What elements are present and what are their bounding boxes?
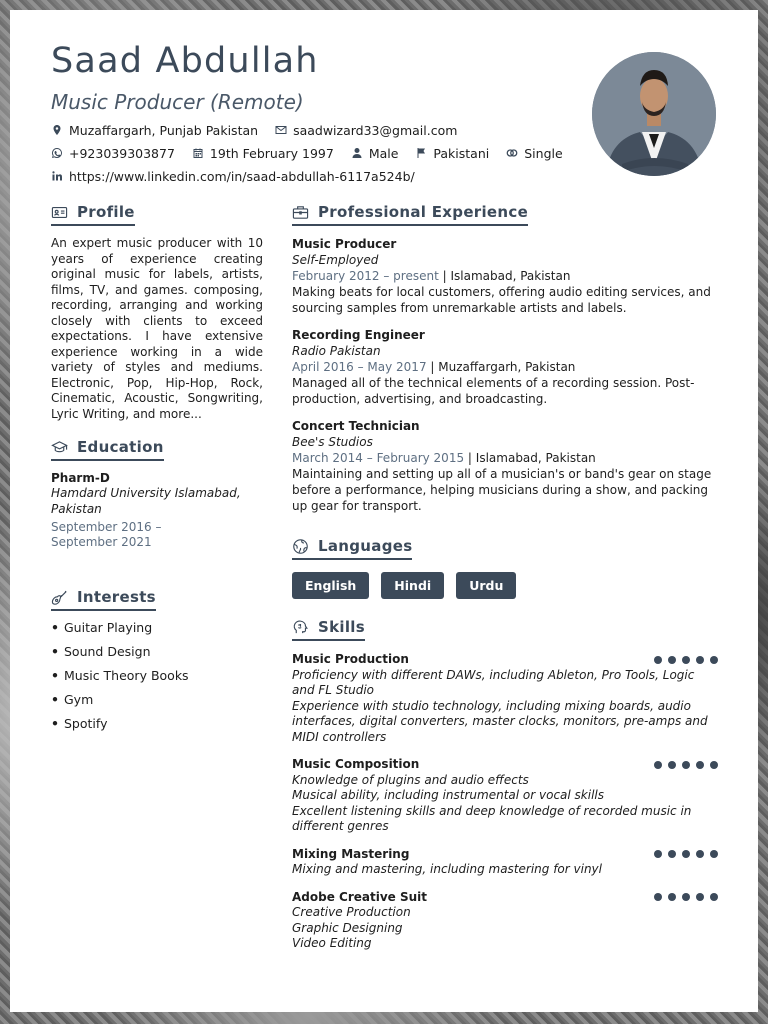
- skill-entry: [292, 890, 717, 952]
- rating-dot: [696, 656, 704, 664]
- job-entry-description: Making beats for local customers, offering audio editing services, and sourcing samples from unremarkable artists and labels.: [292, 285, 711, 315]
- job-entry-meta: March 2014 – February 2015 | Islamabad, Pakistan: [292, 451, 596, 465]
- job-entry-title: Music Producer: [292, 237, 397, 251]
- job-entry-description: Managed all of the technical elements of a recording session. Post-production, advertising, and broadcasting.: [292, 376, 695, 406]
- education-dates: September 2016 – September 2021: [51, 520, 162, 549]
- contact-row-2: [51, 143, 580, 163]
- rating-dot: [654, 893, 662, 901]
- skills-heading-text: Skills: [318, 618, 365, 636]
- job-entry-company: Self-Employed: [292, 253, 379, 267]
- birthdate-text: 19th February 1997: [209, 145, 334, 161]
- experience-heading: [292, 203, 528, 226]
- contact-row-3: [51, 166, 432, 186]
- phone-item: [51, 146, 175, 161]
- experience-section: [292, 203, 717, 525]
- skill-detail: Musical ability, including instrumental or vocal skills: [292, 788, 604, 802]
- profile-section: [51, 203, 263, 422]
- marital-item: [506, 146, 562, 161]
- brain-head-icon: [292, 619, 309, 636]
- skill-detail: Mixing and mastering, including mastering for vinyl: [292, 862, 602, 876]
- skill-name: Mixing Mastering: [292, 846, 410, 861]
- calendar-icon: [192, 147, 204, 159]
- rating-dot: [710, 656, 718, 664]
- language-chip: Hindi: [381, 572, 444, 599]
- skill-name: Adobe Creative Suit: [292, 889, 428, 904]
- id-card-icon: [51, 204, 68, 221]
- rating-dot: [654, 850, 662, 858]
- interest-item: • Music Theory Books: [51, 669, 263, 693]
- education-school: Hamdard University Islamabad, Pakistan: [51, 486, 241, 516]
- job-entry-description: Maintaining and setting up all of a musician's or band's gear on stage before a performance, helping musicians during a show, and packing up gear for transport.: [292, 467, 712, 513]
- languages-list: [292, 572, 717, 599]
- skill-detail: Experience with studio technology, including mixing boards, audio interfaces, digital converters, master clocks, monitors, pre-amps and MIDI controllers: [292, 698, 708, 744]
- map-pin-icon: [51, 124, 63, 136]
- rating-dot: [710, 893, 718, 901]
- phone-text: +923039303877: [69, 145, 175, 161]
- job-entry-title: Recording Engineer: [292, 328, 425, 342]
- rating-dot: [710, 850, 718, 858]
- rating-dot: [654, 656, 662, 664]
- graduation-cap-icon: [51, 439, 68, 456]
- candidate-name: Saad Abdullah: [51, 41, 319, 81]
- rating-dot: [668, 893, 676, 901]
- rating-dot: [710, 761, 718, 769]
- skill-entry: [292, 652, 717, 745]
- nationality-text: Pakistani: [433, 145, 490, 161]
- email-text[interactable]: saadwizard33@gmail.com: [293, 122, 458, 138]
- job-entry: [292, 236, 717, 316]
- rating-dot: [668, 850, 676, 858]
- skill-detail: Excellent listening skills and deep knowledge of recorded music in different genres: [292, 803, 692, 833]
- job-title: Music Producer (Remote): [51, 90, 304, 114]
- interest-item: • Guitar Playing: [51, 621, 263, 645]
- skill-rating: [654, 850, 718, 858]
- job-entry-company: Bee's Studios: [292, 435, 373, 449]
- job-entry-location: Muzaffargarh, Pakistan: [438, 360, 576, 374]
- skill-detail: Creative Production: [292, 905, 411, 919]
- languages-heading: [292, 537, 412, 560]
- briefcase-icon: [292, 204, 309, 221]
- profile-heading: [51, 203, 135, 226]
- languages-heading-text: Languages: [318, 537, 413, 555]
- job-entry-title: Concert Technician: [292, 419, 420, 433]
- portrait-image: [592, 52, 716, 176]
- job-entry-meta: April 2016 – May 2017 | Muzaffargarh, Pakistan: [292, 360, 576, 374]
- skill-entry: [292, 757, 717, 835]
- interests-list: [51, 621, 263, 741]
- skill-rating: [654, 656, 718, 664]
- birthdate-item: [192, 146, 334, 161]
- skill-rating: [654, 761, 718, 769]
- education-section: [51, 438, 263, 550]
- job-entry: [292, 418, 717, 514]
- profile-summary: An expert music producer with 10 years of experience creating original music for labels, artists, films, TV, and games. composing, recording, arranging and working closely with clients to exceed expectations. I have extensive experience working in a wide variety of styles and mediums. Electronic, Pop, Hip-Hop, Rock, Cinematic, Acoustic, Songwriting, Lyric Writing, and more...: [51, 236, 263, 421]
- skill-detail: Knowledge of plugins and audio effects: [292, 772, 529, 787]
- envelope-icon: [275, 124, 287, 136]
- interest-item: • Spotify: [51, 717, 263, 741]
- languages-section: [292, 537, 717, 599]
- linkedin-icon: [51, 170, 63, 182]
- profile-photo: [592, 52, 716, 176]
- rings-icon: [506, 147, 518, 159]
- interests-heading: [51, 588, 156, 611]
- rating-dot: [682, 893, 690, 901]
- job-entry-location: Islamabad, Pakistan: [475, 451, 596, 465]
- interest-item: • Sound Design: [51, 645, 263, 669]
- skill-name: Music Composition: [292, 757, 420, 771]
- job-entry-location: Islamabad, Pakistan: [450, 269, 571, 283]
- rating-dot: [668, 761, 676, 769]
- skills-heading: [292, 618, 365, 641]
- resume-page: [10, 10, 758, 1012]
- education-degree: Pharm-D: [51, 471, 110, 485]
- job-entry-dates: February 2012 – present: [292, 269, 439, 283]
- location-text: Muzaffargarh, Punjab Pakistan: [69, 122, 259, 138]
- rating-dot: [696, 850, 704, 858]
- language-chip: English: [292, 572, 369, 599]
- flag-icon: [415, 147, 427, 159]
- experience-heading-text: Professional Experience: [318, 203, 529, 221]
- email-item[interactable]: [275, 123, 457, 138]
- guitar-icon: [51, 589, 68, 606]
- whatsapp-icon: [51, 147, 63, 159]
- gender-item: [351, 146, 399, 161]
- location-item: [51, 123, 258, 138]
- job-entry: [292, 327, 717, 407]
- skill-rating: [654, 893, 718, 901]
- marital-text: Single: [524, 145, 563, 161]
- skills-section: [292, 618, 717, 964]
- rating-dot: [668, 656, 676, 664]
- interest-item: • Gym: [51, 693, 263, 717]
- rating-dot: [682, 656, 690, 664]
- interests-heading-text: Interests: [77, 588, 156, 606]
- profile-heading-text: Profile: [77, 203, 135, 221]
- job-entry-company: Radio Pakistan: [292, 344, 381, 358]
- skill-name: Music Production: [292, 652, 409, 666]
- nationality-item: [415, 146, 489, 161]
- person-icon: [351, 147, 363, 159]
- rating-dot: [696, 761, 704, 769]
- rating-dot: [654, 761, 662, 769]
- skill-detail: Video Editing: [292, 936, 372, 950]
- interests-section: [51, 588, 263, 741]
- job-entry-dates: April 2016 – May 2017: [292, 360, 427, 374]
- education-heading-text: Education: [77, 438, 164, 456]
- job-entry-meta: February 2012 – present | Islamabad, Pakistan: [292, 269, 571, 283]
- linkedin-text[interactable]: https://www.linkedin.com/in/saad-abdullah-6117a524b/: [69, 168, 415, 184]
- rating-dot: [682, 761, 690, 769]
- skill-entry: [292, 847, 717, 878]
- language-chip: Urdu: [456, 572, 516, 599]
- contact-row-1: [51, 120, 474, 140]
- rating-dot: [696, 893, 704, 901]
- skill-detail: Graphic Designing: [292, 920, 403, 935]
- rating-dot: [682, 850, 690, 858]
- education-heading: [51, 438, 164, 461]
- job-entry-dates: March 2014 – February 2015: [292, 451, 465, 465]
- gender-text: Male: [368, 145, 399, 161]
- skill-detail: Proficiency with different DAWs, including Ableton, Pro Tools, Logic and FL Studio: [292, 667, 695, 697]
- globe-icon: [292, 538, 309, 555]
- linkedin-item[interactable]: [51, 169, 415, 184]
